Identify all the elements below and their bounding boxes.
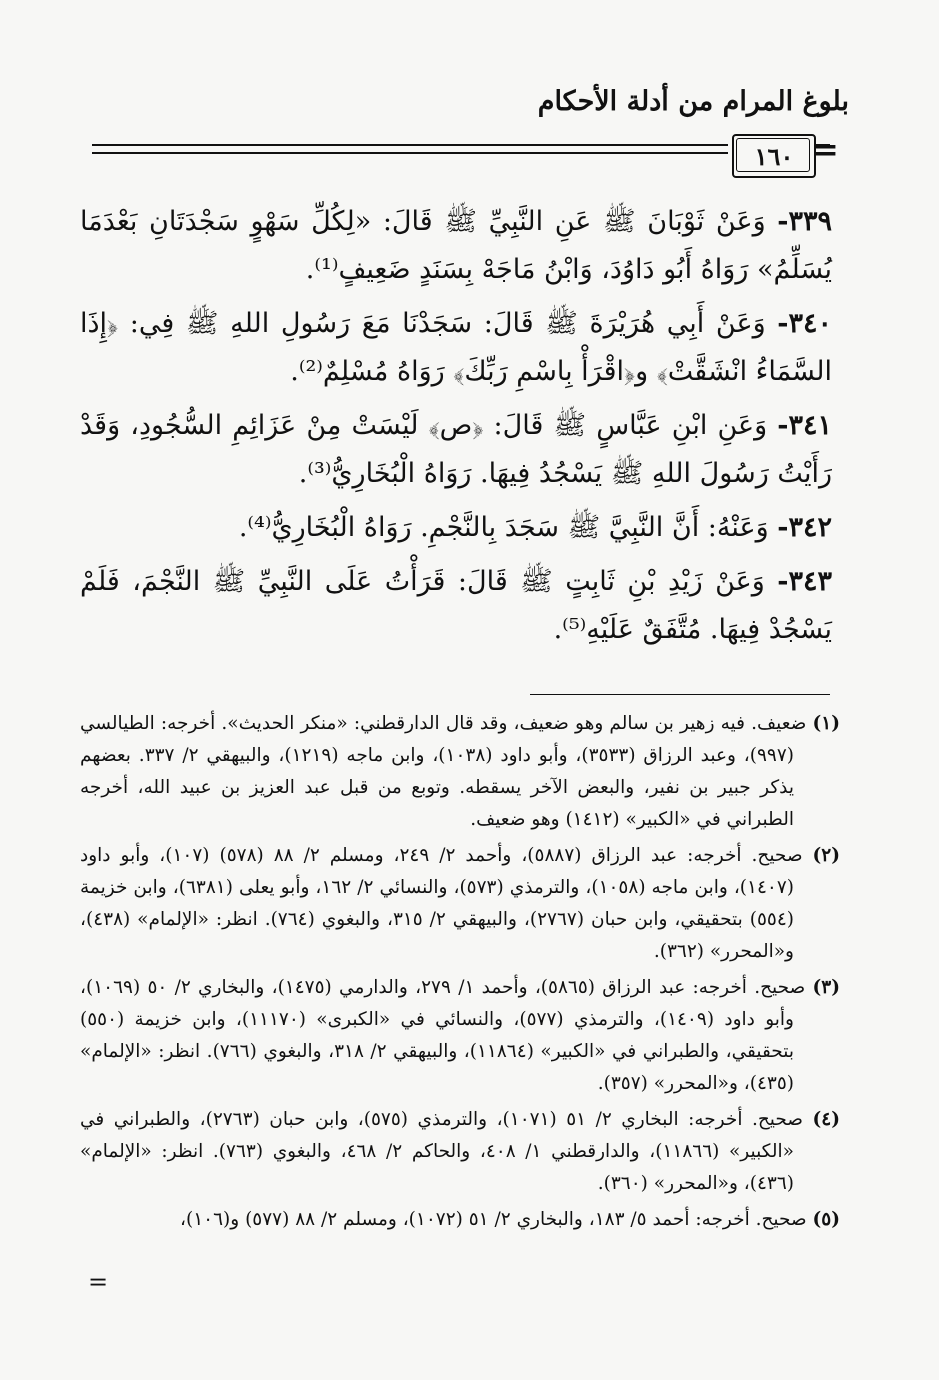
footnote-body: صحيح. أخرجه: البخاري ٢/ ٥١ (١٠٧١)، والترمذي (٥٧٥)، وابن حبان (٢٧٦٣)، والطبراني في «الكبير» (١١٨٦٦)، والدارقطني ١/ ٤٠٨، والحاكم ٢/ ٤٦٨، والبغوي (٧٦٣). انظر: «الإلمام» (٤٣٦)، و«المحرر» (٣٦٠). (80, 1109, 813, 1194)
footnote-body: صحيح. أخرجه: عبد الرزاق (٥٨٦٥)، وأحمد ١/ ٢٧٩، والدارمي (١٤٧٥)، والبخاري ٢/ ٥٠ (١٠٦٩)، وأبو داود (١٤٠٩)، والترمذي (٥٧٧)، والنسائي في «الكبرى» (١١١٧٠)، وابن خزيمة (٥٥٠) بتحقيقي، والطبراني في «الكبير» (١١٨٦٤)، والبيهقي ٢/ ٣١٨، والبغوي (٧٦٦). انظر: «الإلمام» (٤٣٥)، و«المحرر» (٣٥٧). (80, 977, 813, 1094)
footnote-number: (٢) (812, 845, 840, 866)
hadith-body: وَعَنْ ثَوْبَانَ ﷺ عَنِ النَّبِيِّ ﷺ قَالَ: «لِكُلِّ سَهْوٍ سَجْدَتَانِ بَعْدَمَا يُسَلِّمُ» رَوَاهُ أَبُو دَاوُدَ، وَابْنُ مَاجَهْ بِسَنَدٍ ضَعِيفٍ⁽¹⁾. (80, 206, 832, 285)
footnote-number: (٤) (812, 1109, 840, 1130)
footnote-2 (80, 840, 840, 968)
book-title: بلوغ المرام من أدلة الأحكام (537, 86, 849, 117)
footnote-separator (530, 694, 830, 695)
footnote-number: (١) (812, 713, 840, 734)
hadith-body: وَعَنْهُ: أَنَّ النَّبِيَّ ﷺ سَجَدَ بِالنَّجْمِ. رَوَاهُ الْبُخَارِيُّ⁽⁴⁾. (238, 512, 778, 543)
hadith-342 (80, 504, 832, 552)
hadith-340 (80, 300, 832, 396)
hadith-body: وَعَنْ زَيْدِ بْنِ ثَابِتٍ ﷺ قَالَ: قَرَأْتُ عَلَى النَّبِيِّ ﷺ النَّجْمَ، فَلَمْ يَسْجُدْ فِيهَا. مُتَّفَقٌ عَلَيْهِ⁽⁵⁾. (80, 566, 832, 645)
header-rule-bottom (92, 152, 728, 154)
hadith-body: وَعَنِ ابْنِ عَبَّاسٍ ﷺ قَالَ: ﴿ص﴾ لَيْسَتْ مِنْ عَزَائِمِ السُّجُودِ، وَقَدْ رَأَيْتُ رَسُولَ اللهِ ﷺ يَسْجُدُ فِيهَا. رَوَاهُ الْبُخَارِيُّ⁽³⁾. (80, 410, 832, 489)
continuation-mark: = (88, 1268, 109, 1296)
hadith-number: ٣٤٣- (777, 566, 832, 597)
hadith-343 (80, 558, 832, 654)
footnote-number: (٣) (812, 977, 840, 998)
hadith-number: ٣٣٩- (777, 206, 832, 237)
footnote-5 (80, 1204, 840, 1236)
hadith-341 (80, 402, 832, 498)
footnote-3 (80, 972, 840, 1100)
hadith-number: ٣٤٠- (777, 308, 832, 339)
page-number-box-inner (736, 138, 810, 172)
footnote-1 (80, 708, 840, 836)
page-number: ١٦٠ (754, 141, 794, 171)
hadith-text (80, 198, 832, 660)
hadith-body: وَعَنْ أَبِي هُرَيْرَةَ ﷺ قَالَ: سَجَدْنَا مَعَ رَسُولِ اللهِ ﷺ فِي: ﴿إِذَا السَّمَاءُ انْشَقَّتْ﴾ و﴿اقْرَأْ بِاسْمِ رَبِّكَ﴾ رَوَاهُ مُسْلِمٌ⁽²⁾. (80, 308, 832, 387)
hadith-number: ٣٤٢- (777, 512, 832, 543)
footnote-4 (80, 1104, 840, 1200)
hadith-339 (80, 198, 832, 294)
footnote-number: (٥) (812, 1209, 840, 1230)
hadith-number: ٣٤١- (777, 410, 832, 441)
footnote-body: صحيح. أخرجه: أحمد ٥/ ١٨٣، والبخاري ٢/ ٥١ (١٠٧٢)، ومسلم ٢/ ٨٨ (٥٧٧) و(١٠٦)، (180, 1209, 813, 1230)
footnotes (80, 708, 840, 1240)
header-rule-top (92, 144, 728, 146)
footnote-body: ضعيف. فيه زهير بن سالم وهو ضعيف، وقد قال الدارقطني: «منكر الحديث». أخرجه: الطيالسي (٩٩٧)، وعبد الرزاق (٣٥٣٣)، وأبو داود (١٠٣٨)، وابن ماجه (١٢١٩)، والبيهقي ٢/ ٣٣٧. بعضهم يذكر جبير بن نفير، والبعض الآخر يسقطه. وتوبع من قبل عبد العزيز بن عبيد الله، أخرجه الطبراني في «الكبير» (١٤١٢) وهو ضعيف. (80, 713, 813, 830)
header-equals-mark: = (812, 130, 839, 168)
footnote-body: صحيح. أخرجه: عبد الرزاق (٥٨٨٧)، وأحمد ٢/ ٢٤٩، ومسلم ٢/ ٨٨ (٥٧٨) (١٠٧)، وأبو داود (١٤٠٧)، وابن ماجه (١٠٥٨)، والترمذي (٥٧٣)، والنسائي ٢/ ١٦٢، وأبو يعلى (٦٣٨١)، وابن خزيمة (٥٥٤) بتحقيقي، وابن حبان (٢٧٦٧)، والبيهقي ٢/ ٣١٥، والبغوي (٧٦٤). انظر: «الإلمام» (٤٣٨)، و«المحرر» (٣٦٢). (80, 845, 813, 962)
